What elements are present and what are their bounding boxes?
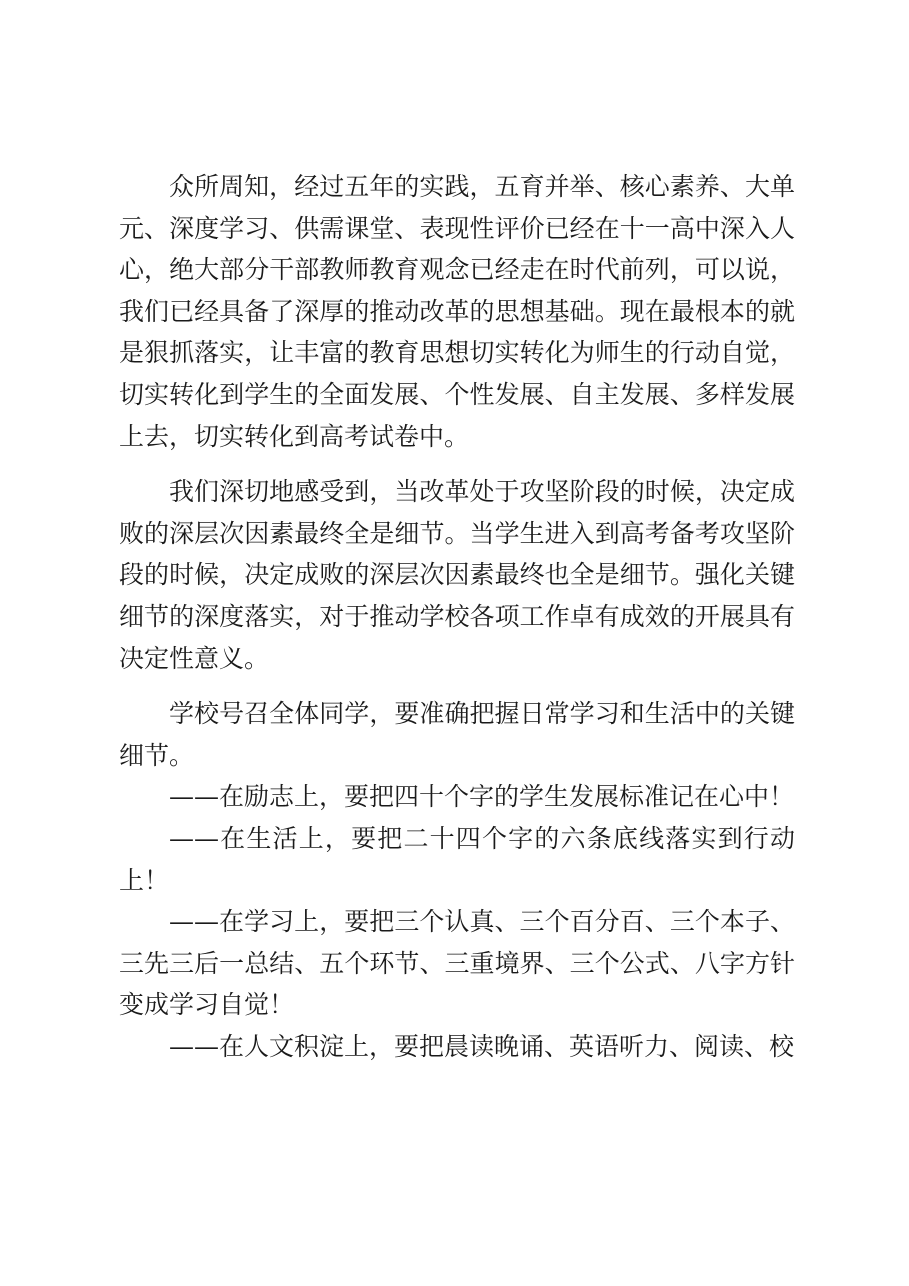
list-item-humanities: ——在人文积淀上，要把晨读晚诵、英语听力、阅读、校 (169, 1031, 795, 1061)
paragraph-practice-results: 众所周知，经过五年的实践，五育并举、核心素养、大单元、深度学习、供需课堂、表现性评价已经在十一高中深入人心，绝大部分干部教师教育观念已经走在时代前列，可以说，我们已经具备了深厚的推动改革的思想基础。现在最根本的就是狠抓落实，让丰富的教育思想切实转化为师生的行动自觉，切实转化到学生的全面发展、个性发展、自主发展、多样发展上去，切实转化到高考试卷中。 (119, 172, 795, 451)
paragraph-details-matter: 我们深切地感受到，当改革处于攻坚阶段的时候，决定成败的深层次因素最终全是细节。当学生进入到高考备考攻坚阶段的时候，决定成败的深层次因素最终也全是细节。强化关键细节的深度落实，对于推动学校各项工作卓有成效的开展具有决定性意义。 (119, 477, 795, 673)
list-item-life: ——在生活上，要把二十四个字的六条底线落实到行动上！ (119, 823, 795, 895)
list-item-motivation: ——在励志上，要把四十个字的学生发展标准记在心中！ (169, 782, 795, 812)
paragraph-school-call: 学校号召全体同学，要准确把握日常学习和生活中的关键细节。 (119, 699, 795, 770)
list-item-study: ——在学习上，要把三个认真、三个百分百、三个本子、三先三后一总结、五个环节、三重境界、三个公式、八字方针变成学习自觉！ (119, 907, 795, 1020)
document-body (119, 166, 795, 1067)
